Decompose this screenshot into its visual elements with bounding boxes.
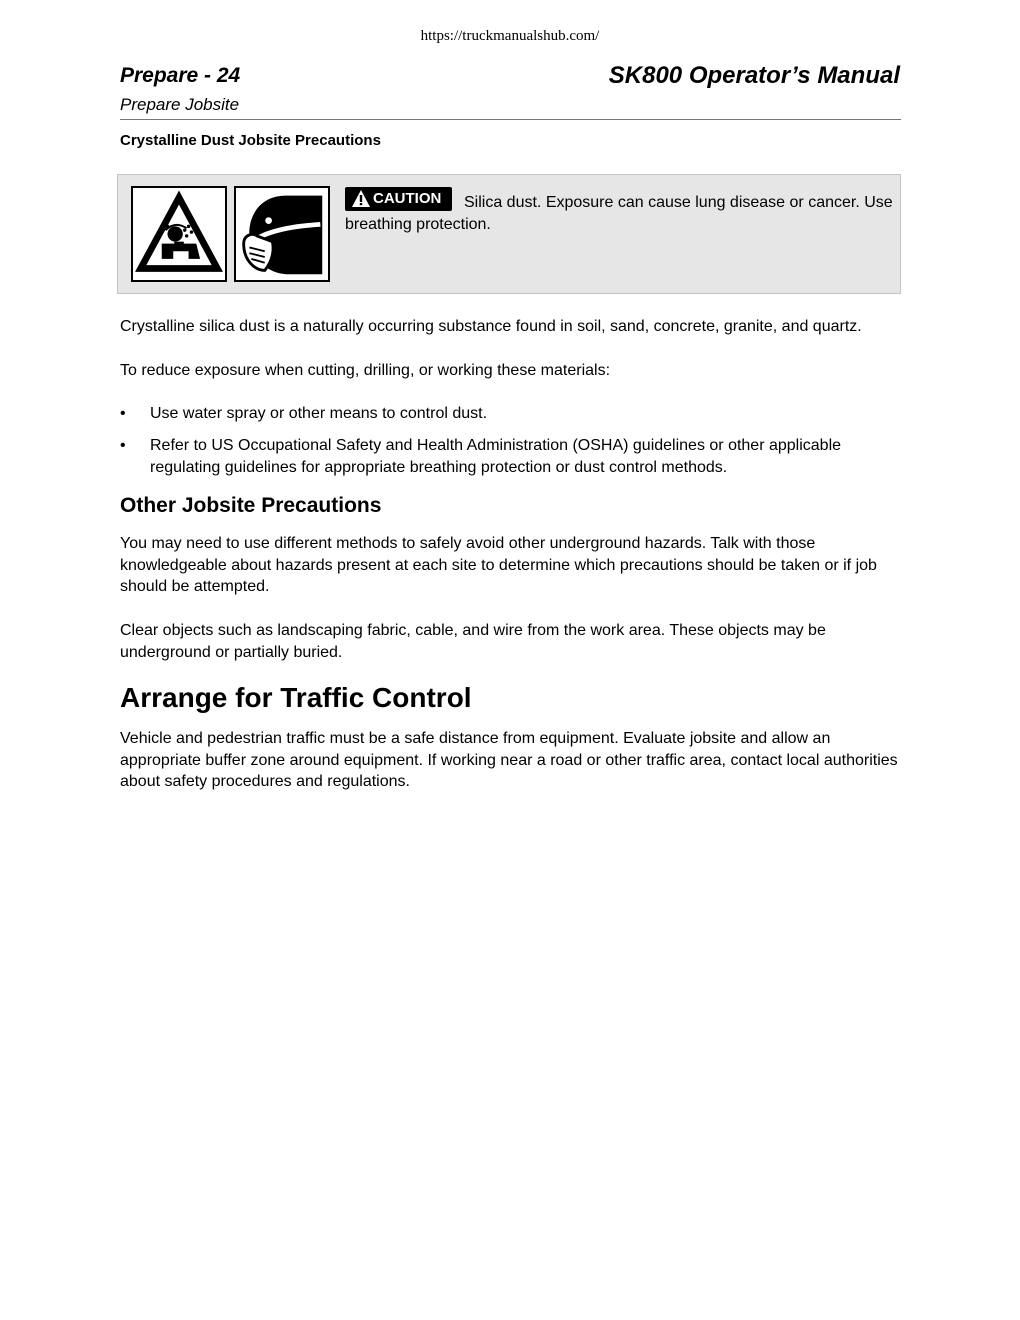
other-precautions-paragraph-1: You may need to use different methods to safely avoid other underground hazards. Talk with those knowledgeable about hazards present at each site to determine which precautions should be taken or if job should be attempted. (120, 535, 877, 595)
bullet-dot: • (120, 437, 126, 454)
header-divider (120, 119, 901, 120)
caution-label-text: CAUTION (373, 190, 442, 207)
bullet-dot: • (120, 405, 126, 422)
crystalline-section-title: Crystalline Dust Jobsite Precautions (120, 132, 381, 149)
subsection-title: Prepare Jobsite (120, 95, 240, 114)
traffic-control-paragraph: Vehicle and pedestrian traffic must be a safe distance from equipment. Evaluate jobsite and allow an appropriate buffer zone around equipment. If working near a road or other traffic area, contact local authorities about safety procedures and regulations. (120, 730, 898, 790)
source-url: https://truckmanualshub.com/ (420, 28, 600, 44)
other-precautions-heading: Other Jobsite Precautions (120, 494, 382, 517)
traffic-control-heading: Arrange for Traffic Control (120, 682, 472, 713)
bullet-text: Refer to US Occupational Safety and Health Administration (OSHA) guidelines or other applicable regulating guidelines for appropriate breathing protection or dust control methods. (150, 437, 842, 476)
manual-title: SK800 Operator’s Manual (608, 62, 900, 89)
section-page-number: Prepare - 24 (120, 64, 241, 87)
bullet-text: Use water spray or other means to control dust. (150, 405, 488, 422)
silica-intro-paragraph: Crystalline silica dust is a naturally occurring substance found in soil, sand, concrete, granite, and quartz. (120, 318, 862, 335)
respirator-mask-icon (234, 186, 330, 282)
reduce-exposure-paragraph: To reduce exposure when cutting, drilling, or working these materials: (120, 362, 611, 379)
caution-message: Silica dust. Exposure can cause lung disease or cancer. Use breathing protection. (345, 194, 893, 233)
other-precautions-paragraph-2: Clear objects such as landscaping fabric, cable, and wire from the work area. These objects may be underground or partially buried. (120, 622, 826, 661)
caution-safety-box (117, 174, 901, 294)
dust-inhalation-hazard-icon (131, 186, 227, 282)
